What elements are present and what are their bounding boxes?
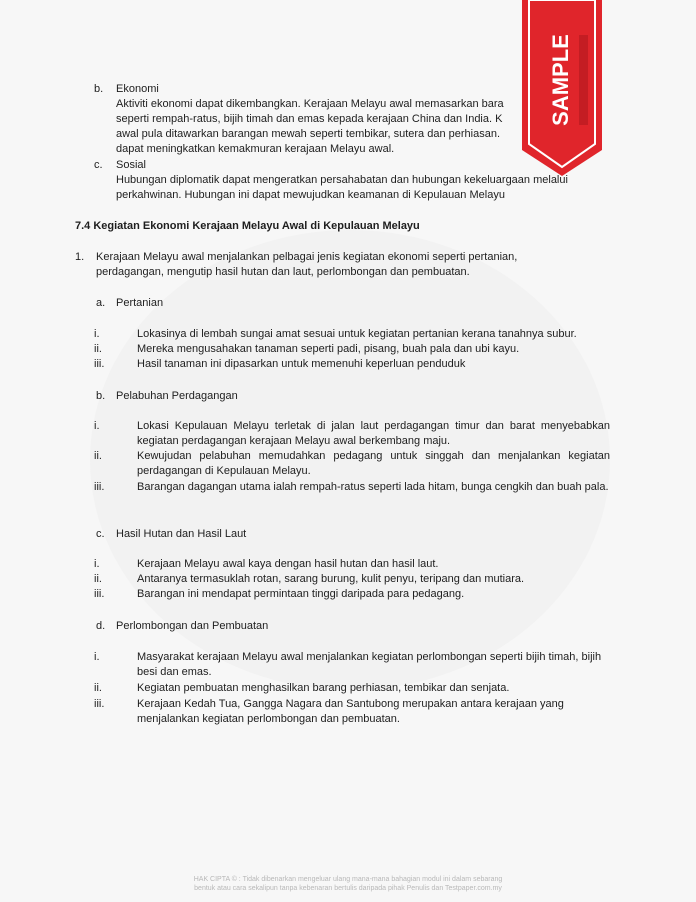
sub-b-title: Pelabuhan Perdagangan — [116, 390, 238, 402]
sub-a-item-2-text: Mereka mengusahakan tanaman seperti padi, pisang, buah pala dan ubi kayu. — [137, 343, 520, 355]
section-heading: 7.4 Kegiatan Ekonomi Kerajaan Melayu Awal di Kepulauan Melayu — [75, 220, 420, 232]
sub-d-item-2-text: Kegiatan pembuatan menghasilkan barang perhiasan, tembikar dan senjata. — [137, 682, 510, 694]
point-1-line-2: perdagangan, mengutip hasil hutan dan laut, perlombongan dan pembuatan. — [96, 266, 470, 278]
section-b-title: Ekonomi — [116, 83, 159, 95]
sub-c-item-2-text: Antaranya termasuklah rotan, sarang burung, kulit penyu, teripang dan mutiara. — [137, 573, 525, 585]
sub-c-item-1-num: i. — [94, 558, 100, 570]
sub-b-item-1-num: i. — [94, 420, 100, 432]
footer-copyright-line-1: HAK CIPTA © : Tidak dibenarkan mengeluar ulang mana-mana bahagian modul ini dalam sebarang — [193, 876, 503, 883]
sample-stamp — [520, 0, 604, 178]
sub-a-item-3-text: Hasil tanaman ini dipasarkan untuk memenuhi keperluan penduduk — [137, 358, 466, 370]
sub-b-item-2-text: Kewujudan pelabuhan memudahkan pedagang untuk singgah dan menjalankan kegiatan perdagangan di Kepulauan Melayu. — [137, 450, 610, 477]
sub-a-label: a. — [96, 297, 106, 309]
sub-d-title: Perlombongan dan Pembuatan — [116, 620, 269, 632]
sub-b-item-2-num: ii. — [94, 450, 102, 462]
sub-d-item-3-num: iii. — [94, 698, 105, 710]
footer-copyright-line-2: bentuk atau cara sekalipun tanpa kebenaran bertulis daripada pihak Penulis dan Testpaper.com.my — [194, 885, 502, 892]
section-b-label: b. — [94, 83, 104, 95]
section-b-line-1: Aktiviti ekonomi dapat dikembangkan. Kerajaan Melayu awal memasarkan bara — [116, 98, 504, 110]
sample-stamp-text: SAMPLE — [548, 34, 573, 126]
section-c-line-1: Hubungan diplomatik dapat mengeratkan persahabatan dan hubungan kekeluargaan melalui — [116, 174, 568, 186]
sub-d-item-3-text: Kerajaan Kedah Tua, Gangga Nagara dan Santubong merupakan antara kerajaan yang menjalankan kegiatan perlombongan dan pembuatan. — [137, 698, 564, 725]
sub-a-title: Pertanian — [116, 297, 164, 309]
sub-a-item-1-text: Lokasinya di lembah sungai amat sesuai untuk kegiatan pertanian kerana tanahnya subur. — [137, 328, 577, 340]
sub-c-item-1-text: Kerajaan Melayu awal kaya dengan hasil hutan dan hasil laut. — [137, 558, 439, 570]
sub-d-item-1-num: i. — [94, 651, 100, 663]
section-b-line-3: awal pula ditawarkan barangan mewah seperti tembikar, sutera dan perhiasan. — [116, 128, 501, 140]
sub-a-item-3-num: iii. — [94, 358, 105, 370]
sample-ribbon-icon — [520, 0, 604, 178]
section-c-label: c. — [94, 159, 103, 171]
sub-a-item-1-num: i. — [94, 328, 100, 340]
sub-d-label: d. — [96, 620, 106, 632]
sub-c-item-3-num: iii. — [94, 588, 105, 600]
sub-d-item-1-text: Masyarakat kerajaan Melayu awal menjalankan kegiatan perlombongan seperti bijih timah, bijih besi dan emas. — [137, 651, 602, 678]
sub-c-label: c. — [96, 528, 105, 540]
sub-a-item-2-num: ii. — [94, 343, 102, 355]
sub-c-item-2-num: ii. — [94, 573, 102, 585]
point-1-label: 1. — [75, 251, 85, 263]
point-1-line-1: Kerajaan Melayu awal menjalankan pelbagai jenis kegiatan ekonomi seperti pertanian, — [96, 251, 518, 263]
sub-c-title: Hasil Hutan dan Hasil Laut — [116, 528, 247, 540]
sub-c-item-3-text: Barangan ini mendapat permintaan tinggi daripada para pedagang. — [137, 588, 465, 600]
sub-b-item-3-text: Barangan dagangan utama ialah rempah-ratus seperti lada hitam, bunga cengkih dan buah pala. — [137, 481, 609, 493]
sub-d-item-2-num: ii. — [94, 682, 102, 694]
sub-b-item-1-text: Lokasi Kepulauan Melayu terletak di jalan laut perdagangan timur dan barat menyebabkan kegiatan perdagangan kerajaan Melayu awal berkembang maju. — [137, 420, 610, 447]
sub-b-label: b. — [96, 390, 106, 402]
section-c-title: Sosial — [116, 159, 146, 171]
section-b-line-4: dapat meningkatkan kemakmuran kerajaan Melayu awal. — [116, 143, 395, 155]
section-b-line-2: seperti rempah-ratus, bijih timah dan emas kepada kerajaan China dan India. K — [116, 113, 503, 125]
sub-b-item-3-num: iii. — [94, 481, 105, 493]
section-c-line-2: perkahwinan. Hubungan ini dapat mewujudkan keamanan di Kepulauan Melayu — [116, 189, 505, 201]
